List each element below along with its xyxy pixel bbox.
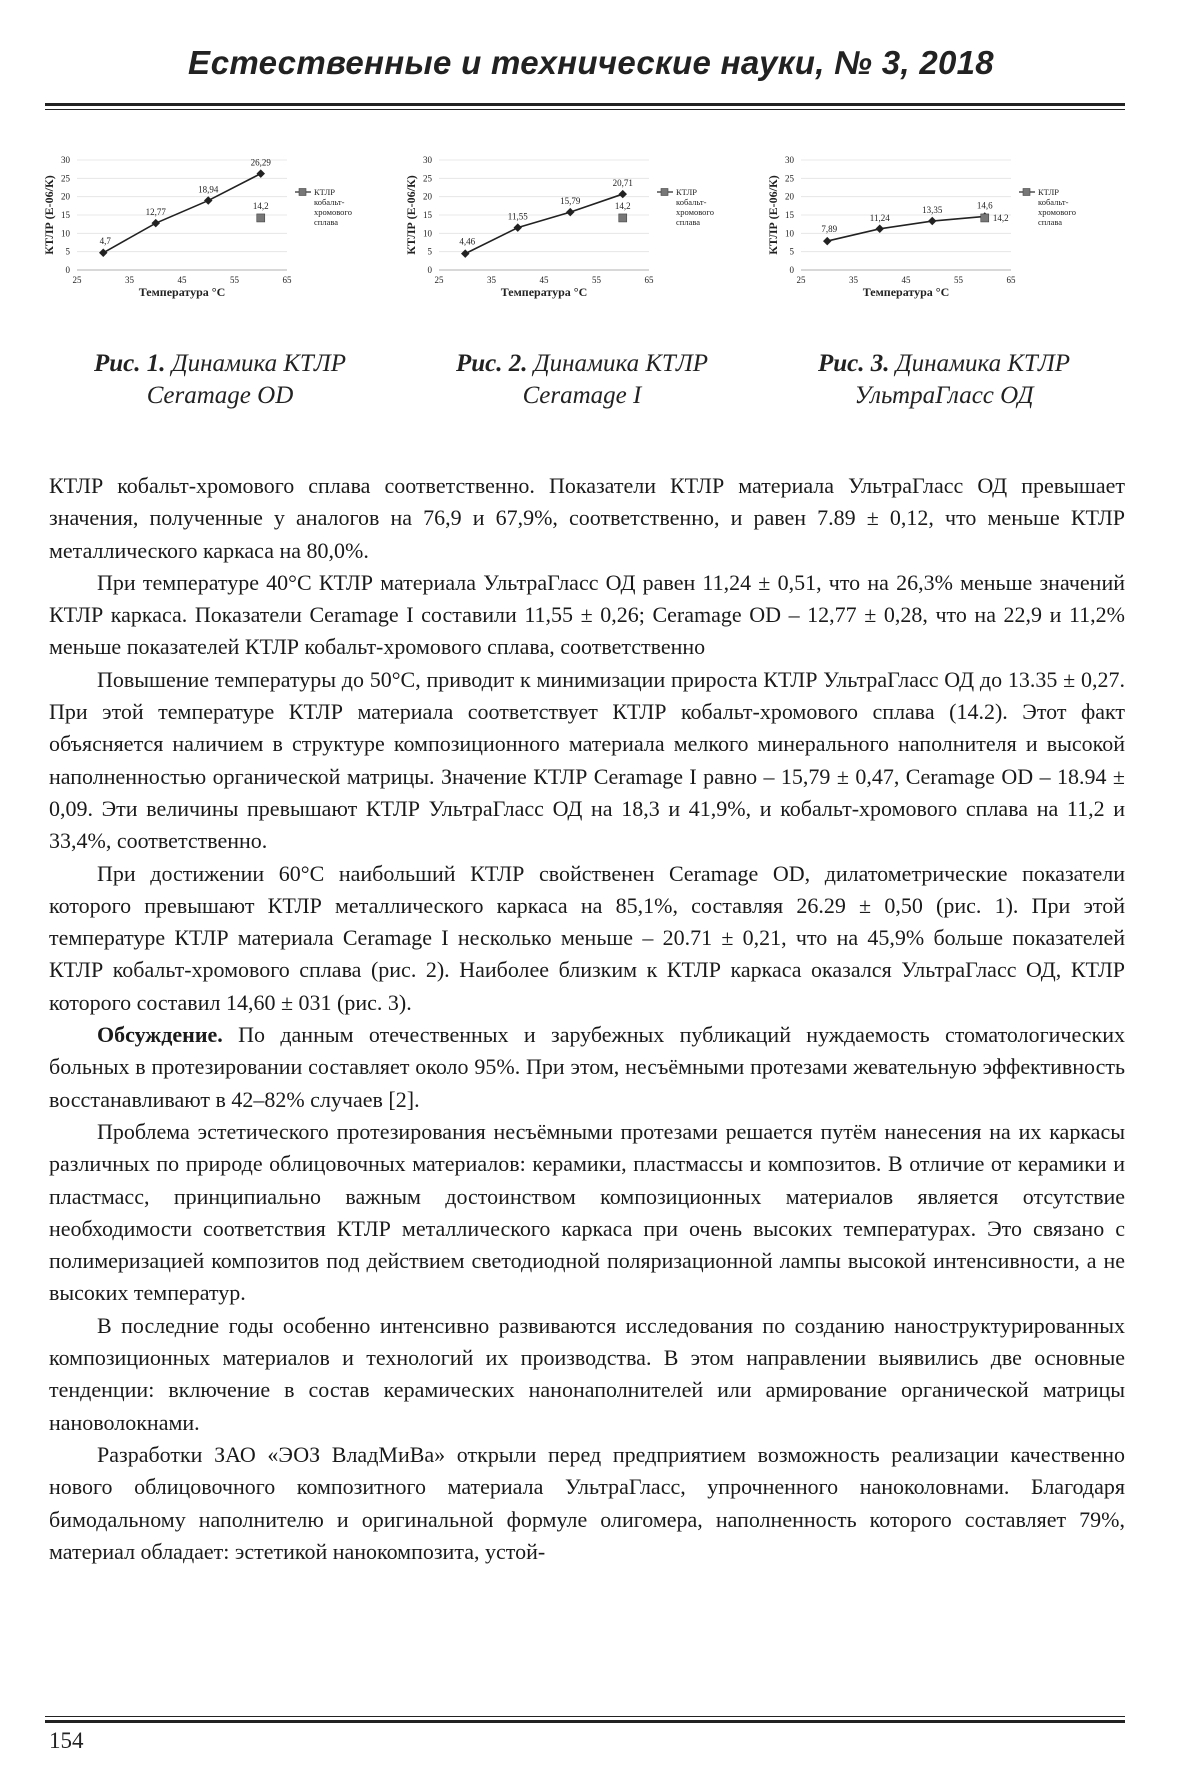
y-tick-label: 0	[789, 265, 794, 275]
figure-1	[40, 148, 400, 423]
data-label: 13,35	[922, 205, 943, 216]
reference-label: 14,2	[614, 200, 631, 211]
reference-label: 14,2	[992, 212, 1009, 223]
legend-text: кобальт-	[1038, 197, 1069, 207]
x-axis-title: Температура °С	[862, 285, 950, 299]
data-point	[876, 225, 884, 233]
figures-row	[40, 148, 1140, 428]
data-point	[514, 223, 522, 231]
x-tick-label: 25	[796, 275, 806, 285]
reference-label: 14,2	[252, 200, 269, 211]
data-label: 18,94	[198, 184, 219, 195]
legend-marker	[299, 189, 306, 196]
figure-3-caption-number: Рис. 3.	[817, 350, 890, 377]
legend-text: КТЛР	[314, 187, 335, 197]
legend-text: хромового	[314, 207, 352, 217]
footer-rule-thick	[45, 1720, 1125, 1723]
footer-rule-thin	[45, 1716, 1125, 1717]
y-tick-label: 25	[423, 173, 432, 184]
reference-marker	[619, 214, 627, 222]
x-tick-label: 45	[901, 275, 911, 285]
data-label: 7,89	[821, 224, 838, 235]
figure-2-caption-text: Динамика КТЛР	[527, 350, 709, 377]
data-label: 15,79	[560, 196, 581, 207]
data-point	[204, 196, 212, 204]
x-tick-label: 45	[539, 275, 549, 285]
x-tick-label: 65	[644, 275, 654, 285]
x-tick-label: 65	[282, 275, 292, 285]
x-tick-label: 35	[487, 275, 496, 285]
x-axis-title: Температура °С	[138, 285, 226, 299]
discussion-heading: Обсуждение.	[97, 1022, 223, 1048]
y-tick-label: 15	[423, 210, 432, 220]
legend-text: хромового	[1038, 207, 1076, 217]
data-label: 26,29	[250, 157, 271, 168]
legend-text: кобальт-	[676, 197, 707, 207]
y-tick-label: 10	[61, 228, 70, 239]
x-tick-label: 45	[177, 275, 187, 285]
figure-2-caption	[432, 348, 732, 412]
legend-marker	[661, 189, 668, 196]
legend-text: сплава	[1038, 217, 1063, 227]
data-point	[461, 249, 469, 257]
header-rule-thin	[45, 109, 1125, 110]
legend-marker	[1023, 189, 1030, 196]
figure-2-caption-material: Ceramage I	[522, 382, 642, 409]
header-rule-thick	[45, 103, 1125, 106]
data-point	[823, 237, 831, 245]
legend-text: сплава	[314, 217, 339, 227]
x-tick-label: 55	[592, 275, 601, 285]
y-tick-label: 30	[423, 155, 432, 165]
y-tick-label: 5	[65, 246, 70, 257]
reference-marker	[981, 214, 989, 222]
y-tick-label: 30	[61, 155, 70, 165]
page-number: 154	[49, 1728, 84, 1753]
x-axis-title: Температура °С	[500, 285, 588, 299]
paragraph: При достижении 60°С наибольший КТЛР свойственен Ceramage OD, дилатометрические показатели которого превышают КТЛР металлического каркаса на 85,1%, составляя 26.29 ± 0,50 (рис. 1). При этой температуре КТЛР материала Ceramage I несколько меньше – 20.71 ± 0,21, что на 45,9% больше показателей КТЛР кобальт-хромового сплава (рис. 2). Наиболее близким к КТЛР каркаса оказался УльтраГласс ОД, КТЛР которого составил 14,60 ± 031 (рис. 3).	[49, 860, 1125, 1015]
figure-3-caption	[794, 348, 1094, 412]
y-tick-label: 5	[789, 246, 794, 257]
legend-text: кобальт-	[314, 197, 345, 207]
paragraph: Разработки ЗАО «ЭОЗ ВладМиВа» открыли перед предприятием возможность реализации качественно нового облицовочного композитного материала УльтраГласс, упрочненного наноколовнами. Благодаря бимодальному наполнителю и оригинальной формуле олигомера, наполненность которого составляет 79%, материал обладает: эстетикой нанокомпозита, устой-	[49, 1441, 1125, 1564]
x-tick-label: 55	[230, 275, 239, 285]
data-label: 20,71	[612, 178, 633, 189]
figure-2	[402, 148, 762, 423]
journal-title: Естественные и технические науки, № 3, 2018	[188, 44, 994, 81]
x-tick-label: 25	[434, 275, 444, 285]
figure-3-caption-text: Динамика КТЛР	[889, 350, 1071, 377]
reference-marker	[257, 214, 265, 222]
x-tick-label: 35	[125, 275, 134, 285]
paragraph: Проблема эстетического протезирования несъёмными протезами решается путём нанесения на их каркасы различных по природе облицовочных материалов: керамики, пластмассы и композитов. В отличие от керамики и пластмасс, принципиально важным достоинством композиционных материалов является отсутствие необходимости соответствия КТЛР металлического каркаса при очень высоких температурах. Это связано с полимеризацией композитов под действием светодиодной поляризационной лампы высокой интенсивности, а не высоких температур.	[49, 1118, 1125, 1306]
data-point	[257, 169, 265, 177]
figure-3	[764, 148, 1124, 423]
figure-2-caption-number: Рис. 2.	[455, 350, 528, 377]
legend-text: сплава	[676, 217, 701, 227]
legend-text: хромового	[676, 207, 714, 217]
paragraph: КТЛР кобальт-хромового сплава соответственно. Показатели КТЛР материала УльтраГласс ОД превышает значения, полученные у аналогов на 76,9 и 67,9%, соответственно, и равен 7.89 ± 0,12, что меньше КТЛР металлического каркаса на 80,0%.	[49, 473, 1125, 563]
chart-1	[40, 148, 400, 328]
discussion-text: По данным отечественных и зарубежных публикаций нуждаемость стоматологических больных в протезировании составляет около 95%. При этом, несъёмными протезами жевательную эффективность восстанавливают в 42–82% случаев [2].	[49, 1022, 1125, 1112]
y-tick-label: 15	[61, 210, 70, 220]
data-label: 11,55	[507, 211, 528, 222]
series-line	[103, 174, 261, 253]
data-label: 4,46	[459, 236, 476, 247]
y-axis-title: КТЛР (Е-06/К)	[42, 175, 56, 255]
y-tick-label: 20	[61, 191, 70, 202]
y-tick-label: 10	[423, 228, 432, 239]
body-text	[49, 470, 1125, 1568]
figure-1-caption-material: Ceramage OD	[146, 382, 294, 409]
figure-3-caption-material: УльтраГласс ОД	[854, 382, 1034, 409]
y-tick-label: 5	[427, 246, 432, 257]
x-tick-label: 25	[72, 275, 82, 285]
y-tick-label: 20	[423, 191, 432, 202]
series-line	[827, 216, 985, 241]
x-tick-label: 65	[1006, 275, 1016, 285]
data-label: 4,7	[99, 235, 111, 246]
data-point	[99, 249, 107, 257]
y-axis-title: КТЛР (Е-06/К)	[766, 175, 780, 255]
data-point	[152, 219, 160, 227]
y-tick-label: 20	[785, 191, 794, 202]
series-line	[465, 194, 623, 254]
x-tick-label: 55	[954, 275, 963, 285]
paragraph: Повышение температуры до 50°С, приводит к минимизации прироста КТЛР УльтраГласс ОД до 13.35 ± 0,27. При этой температуре КТЛР материала соответствует КТЛР кобальт-хромового сплава (14.2). Этот факт объясняется наличием в структуре композиционного материала мелкого минерального наполнителя и высокой наполненностью органической матрицы. Значение КТЛР Ceramage I равно – 15,79 ± 0,47, Ceramage OD – 18.94 ± 0,09. Эти величины превышают КТЛР УльтраГласс ОД на 18,3 и 41,9%, и кобальт-хромового сплава на 11,2 и 33,4%, соответственно.	[49, 666, 1125, 854]
paragraph: В последние годы особенно интенсивно развиваются исследования по созданию наноструктурированных композиционных материалов и технологий их производства. В этом направлении выявились две основные тенденции: включение в состав керамических нанонаполнителей или армирование органической матрицы нановолокнами.	[49, 1312, 1125, 1435]
y-axis-title: КТЛР (Е-06/К)	[404, 175, 418, 255]
legend-text: КТЛР	[1038, 187, 1059, 197]
figure-1-caption-text: Динамика КТЛР	[165, 350, 347, 377]
data-label: 14,6	[976, 200, 993, 211]
x-tick-label: 35	[849, 275, 858, 285]
legend-text: КТЛР	[676, 187, 697, 197]
y-tick-label: 10	[785, 228, 794, 239]
y-tick-label: 0	[427, 265, 432, 275]
figure-1-caption	[70, 348, 370, 412]
y-tick-label: 25	[785, 173, 794, 184]
y-tick-label: 25	[61, 173, 70, 184]
chart-3	[764, 148, 1124, 328]
chart-2	[402, 148, 762, 328]
y-tick-label: 0	[65, 265, 70, 275]
figure-1-caption-number: Рис. 1.	[93, 350, 166, 377]
data-label: 11,24	[869, 212, 890, 223]
discussion-paragraph	[49, 1019, 1125, 1116]
data-label: 12,77	[145, 207, 166, 218]
y-tick-label: 15	[785, 210, 794, 220]
paragraph: При температуре 40°С КТЛР материала УльтраГласс ОД равен 11,24 ± 0,51, что на 26,3% меньше значений КТЛР каркаса. Показатели Ceramage I составили 11,55 ± 0,26; Ceramage OD – 12,77 ± 0,28, что на 22,9 и 11,2% меньше показателей КТЛР кобальт-хромового сплава, соответственно	[49, 569, 1125, 660]
data-point	[928, 217, 936, 225]
y-tick-label: 30	[785, 155, 794, 165]
